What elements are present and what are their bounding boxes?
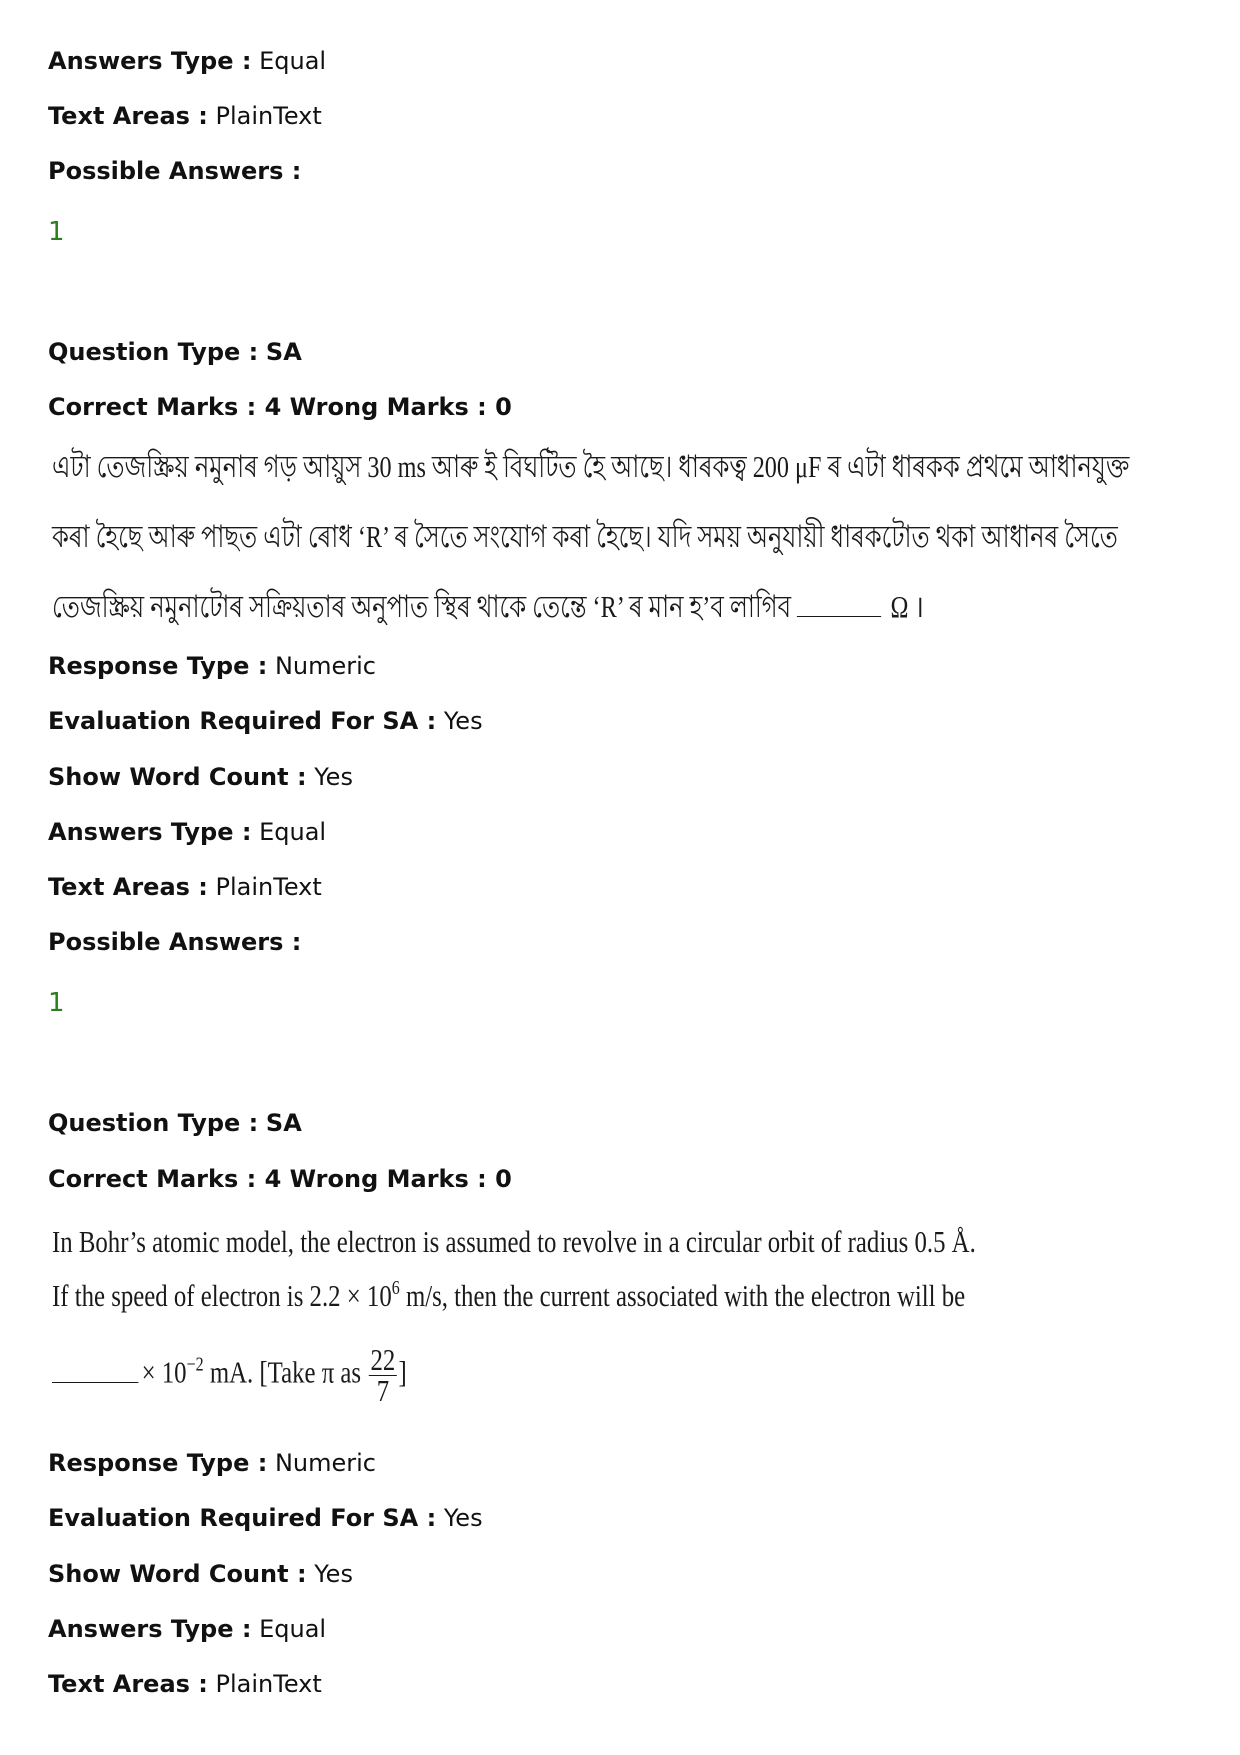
marks-text: Correct Marks : 4 Wrong Marks : 0 [48,1165,512,1193]
marks-row [48,392,512,422]
evaluation-row [48,1503,483,1533]
marks-text: Correct Marks : 4 Wrong Marks : 0 [48,393,512,421]
pi-fraction [369,1342,397,1408]
question-text-line-1: এটা তেজস্ক্রিয় নমুনাৰ গড় আয়ুস 30 ms আৰু ই বিঘটিত হৈ আছে। ধাৰকত্ব 200 μF ৰ এটা ধাৰকক প্ৰথমে আধানযুক্ত [52,449,1130,484]
closing-bracket: ] [398,1354,407,1390]
text-areas-row [48,1669,322,1699]
question-text-line-1: In Bohr’s atomic model, the electron is assumed to revolve in a circular orbit of radius 0.5 Å. [52,1224,976,1259]
response-type-label: Response Type : [48,1449,268,1477]
response-type-value: Numeric [274,652,376,680]
answers-type-label: Answers Type : [48,47,252,75]
unit-text: mA. [Take π as [203,1354,362,1390]
text-areas-row [48,872,322,902]
text-areas-label: Text Areas : [48,102,208,130]
question-text-line-2-rest: m/s, then the current associated with the electron will be [399,1278,966,1313]
evaluation-label: Evaluation Required For SA : [48,1504,437,1532]
text-areas-value: PlainText [215,873,322,901]
possible-answer-value: 1 [48,988,65,1018]
word-count-row [48,1559,353,1589]
speed-text: If the speed of electron is 2.2 × 10 [52,1278,392,1313]
answer-blank [52,1381,138,1383]
text-areas-value: PlainText [215,1670,322,1698]
question-text-line-2: কৰা হৈছে আৰু পাছত এটা ৰোধ ‘R’ ৰ সৈতে সংযোগ কৰা হৈছে। যদি সময় অনুযায়ী ধাৰকটোত থকা আধানৰ সৈতে [52,519,1118,554]
question-text-line-2 [52,1277,965,1315]
answers-type-row [48,817,326,847]
fraction-numerator: 22 [370,1342,396,1377]
evaluation-label: Evaluation Required For SA : [48,707,437,735]
word-count-value: Yes [314,763,353,791]
word-count-label: Show Word Count : [48,763,307,791]
word-count-value: Yes [314,1560,353,1588]
text-areas-label: Text Areas : [48,1670,208,1698]
question-type-row [48,1108,302,1138]
text-areas-row [48,101,322,131]
multiplier-exponent: −2 [186,1353,204,1376]
response-type-value: Numeric [274,1449,376,1477]
question-type-value: SA [265,1109,302,1137]
text-areas-label: Text Areas : [48,873,208,901]
possible-answers-row [48,927,301,957]
text-areas-value: PlainText [215,102,322,130]
question-type-value: SA [265,338,302,366]
multiplier-text: × 10 [141,1354,187,1390]
possible-answers-row [48,156,301,186]
response-type-row [48,651,376,681]
speed-exponent: 6 [391,1277,400,1299]
question-text-unit: Ω । [890,589,924,624]
question-text-line-3 [52,1342,407,1408]
question-text-line-3 [52,588,924,626]
evaluation-row [48,706,483,736]
marks-row [48,1164,512,1194]
question-type-label: Question Type : [48,338,259,366]
answers-type-value: Equal [259,818,327,846]
answers-type-row [48,1614,326,1644]
question-text-line-3-text: তেজস্ক্রিয় নমুনাটোৰ সক্রিয়তাৰ অনুপাত স্থিৰ থাকে তেন্তে ‘R’ ৰ মান হ’ব লাগিব [52,589,792,624]
possible-answers-label: Possible Answers : [48,157,302,185]
answer-blank [797,615,881,617]
question-type-row [48,337,302,367]
answers-type-value: Equal [259,1615,327,1643]
response-type-row [48,1448,376,1478]
evaluation-value: Yes [443,707,483,735]
word-count-row [48,762,353,792]
word-count-label: Show Word Count : [48,1560,307,1588]
fraction-denominator: 7 [376,1373,390,1408]
possible-answer-value: 1 [48,217,65,247]
answers-type-label: Answers Type : [48,1615,252,1643]
answers-type-value: Equal [259,47,327,75]
response-type-label: Response Type : [48,652,268,680]
question-type-label: Question Type : [48,1109,259,1137]
answers-type-row [48,46,326,76]
answers-type-label: Answers Type : [48,818,252,846]
possible-answers-label: Possible Answers : [48,928,302,956]
evaluation-value: Yes [443,1504,483,1532]
